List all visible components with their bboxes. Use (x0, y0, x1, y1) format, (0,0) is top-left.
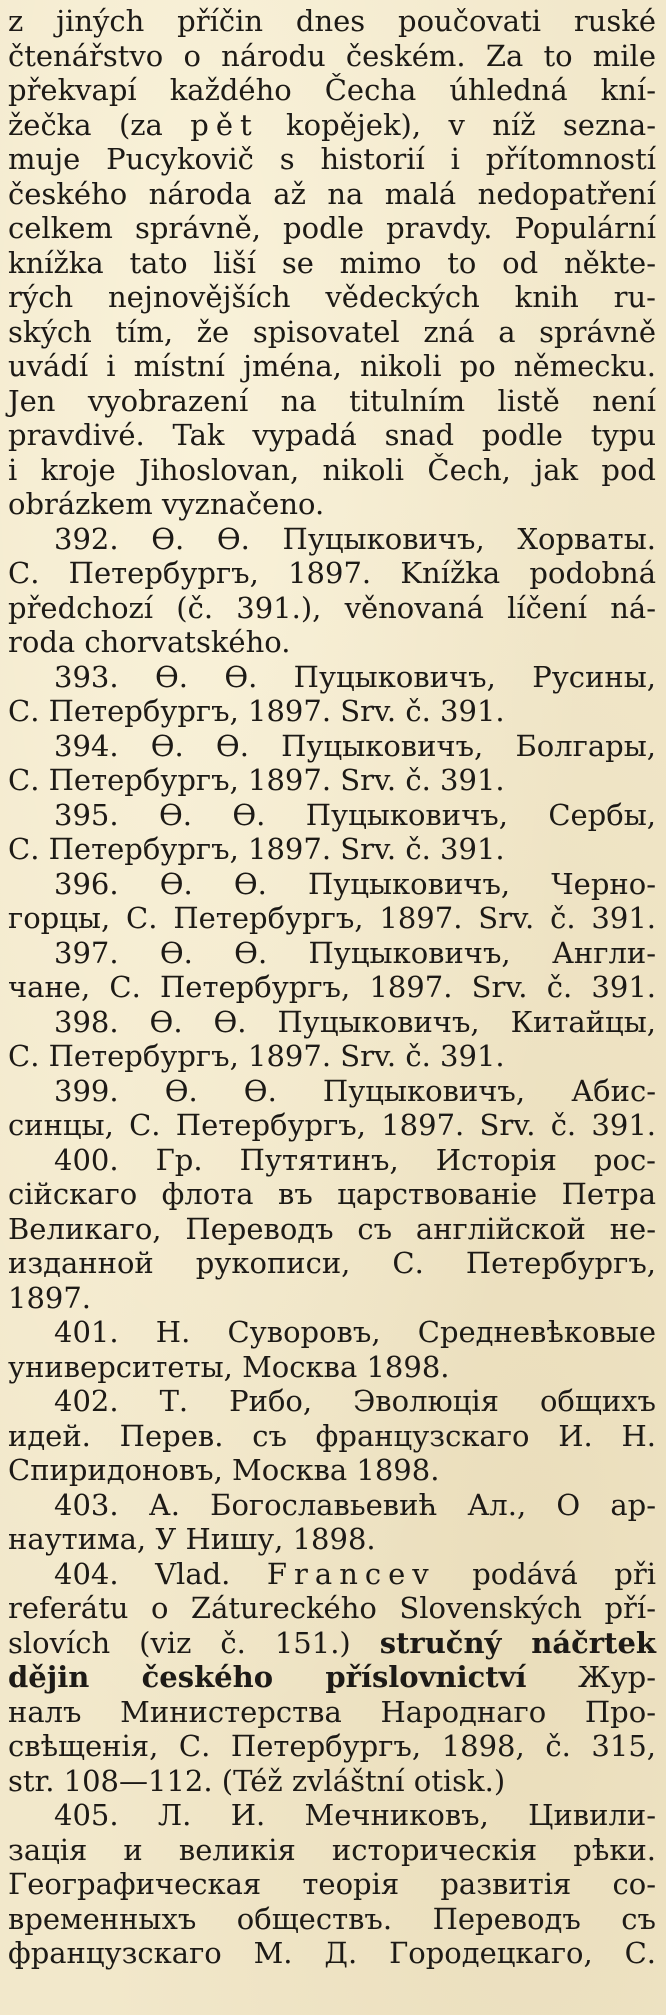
text-line: горцы, С. Петербургъ, 1897. Srv. č. 391. (8, 901, 656, 935)
entry-394-start: 394. Ѳ. Ѳ. Пуцыковичъ, Болгары, (54, 728, 656, 763)
entry-405-start: 405. Л. И. Мечниковъ, Цивили- (54, 1798, 656, 1832)
text-line: Географическая теорія развитія со- (8, 1867, 656, 1901)
text-run: 404. Vlad. (54, 1556, 267, 1591)
text-line: идей. Перев. съ французскаго И. Н. (8, 1418, 656, 1453)
entry-397-start: 397. Ѳ. Ѳ. Пуцыковичъ, Англи- (54, 935, 656, 970)
entry-395-start: 395. Ѳ. Ѳ. Пуцыковичъ, Сербы, (54, 797, 656, 832)
entry-401-start: 401. Н. Суворовъ, Средневѣковые (54, 1315, 656, 1349)
text-line (8, 1626, 656, 1661)
entry-399-start: 399. Ѳ. Ѳ. Пуцыковичъ, Абис- (54, 1073, 656, 1108)
entry-396-start: 396. Ѳ. Ѳ. Пуцыковичъ, Черно- (54, 866, 656, 901)
entry-403-start: 403. А. Богославьевић Ал., О ар- (54, 1487, 656, 1522)
text-line: Спиридоновъ, Москва 1898. (8, 1453, 440, 1487)
bold-emphasis: stručný náčrtek (379, 1625, 656, 1660)
text-line (8, 108, 656, 143)
entry-392-start: 392. Ѳ. Ѳ. Пуцыковичъ, Хорваты. (54, 521, 656, 556)
spaced-emphasis: Francev (266, 1556, 436, 1591)
text-line: зація и великія историческія рѣки. (8, 1832, 656, 1867)
entry-398-start: 398. Ѳ. Ѳ. Пуцыковичъ, Китайцы, (54, 1004, 656, 1039)
text-line: předchozí (č. 391.), věnovaná líčení ná- (8, 590, 656, 625)
text-line: чане, С. Петербургъ, 1897. Srv. č. 391. (8, 970, 656, 1004)
text-line: С. Петербургъ, 1897. Srv. č. 391. (8, 694, 505, 728)
text-line: str. 108—112. (Též zvláštní otisk.) (8, 1763, 506, 1798)
text-line: roda chorvatského. (8, 625, 291, 659)
text-line: uvádí i místní jména, nikoli po německu. (8, 349, 656, 383)
text-line: českého národa až na malá nedopatření (8, 176, 656, 211)
text-line: свѣщенія, С. Петербургъ, 1898, č. 315, (8, 1729, 656, 1763)
text-run: podává při (435, 1556, 656, 1591)
text-line: университеты, Москва 1898. (8, 1349, 450, 1384)
text-column (8, 4, 656, 1971)
text-line: pravdivé. Tak vypadá snad podle typu (8, 418, 656, 452)
text-line: французскаго М. Д. Городецкаго, С. (8, 1936, 656, 1970)
text-run: Жур- (526, 1660, 656, 1694)
text-line: i kroje Jihoslovan, nikoli Čech, jak pod (8, 452, 656, 487)
text-line (8, 1660, 656, 1695)
text-line: сійскаго флота въ царствованіе Петра (8, 1177, 656, 1211)
entry-393-start: 393. Ѳ. Ѳ. Пуцыковичъ, Русины, (54, 659, 656, 694)
text-line: 1897. (8, 1280, 92, 1315)
text-line: С. Петербургъ, 1897. Srv. č. 391. (8, 763, 505, 797)
entry-404-start (8, 1557, 656, 1592)
text-line: временныхъ обществъ. Переводъ съ (8, 1901, 656, 1936)
text-line: knížka tato liší se mimo to od někte- (8, 245, 656, 280)
text-line: muje Pucykovič s historií i přítomností (8, 142, 656, 176)
spaced-emphasis: pět (190, 107, 259, 142)
text-line: rých nejnovějších vědeckých knih ru- (8, 280, 656, 314)
entry-402-start: 402. Т. Рибо, Эволюція общихъ (54, 1384, 656, 1418)
text-line: Jen vyobrazení na titulním listě není (8, 383, 656, 418)
text-line: изданной рукописи, С. Петербургъ, (8, 1246, 656, 1280)
text-line: С. Петербургъ, 1897. Srv. č. 391. (8, 1039, 505, 1073)
text-line: С. Петербургъ, 1897. Srv. č. 391. (8, 832, 505, 866)
entry-400-start: 400. Гр. Путятинъ, Исторія рос- (54, 1142, 656, 1177)
text-line: Великаго, Переводъ съ англійской не- (8, 1211, 656, 1246)
text-line: celkem správně, podle pravdy. Populární (8, 211, 656, 245)
text-line: referátu o Zátureckého Slovenských pří- (8, 1591, 656, 1625)
text-line: С. Петербургъ, 1897. Knížka podobná (8, 556, 656, 590)
text-run: žečka (za (8, 107, 191, 142)
text-line: obrázkem vyznačeno. (8, 487, 325, 521)
text-line: налъ Министерства Народнаго Про- (8, 1694, 656, 1729)
text-line: překvapí každého Čecha úhledná kní- (8, 73, 656, 107)
text-line: čtenářstvo o národu českém. Za to mile (8, 38, 656, 73)
text-line: ských tím, že spisovatel zná a správně (8, 314, 656, 349)
bold-emphasis: dějin českého příslovnictví (8, 1660, 527, 1694)
text-run: kopějek), v níž sezna- (258, 107, 656, 142)
text-line: наутима, У Нишу, 1898. (8, 1522, 376, 1556)
text-line: z jiných příčin dnes poučovati ruské (8, 4, 656, 38)
text-line: синцы, С. Петербургъ, 1897. Srv. č. 391. (8, 1108, 656, 1142)
text-run: slovích (viz č. 151.) (8, 1625, 380, 1660)
